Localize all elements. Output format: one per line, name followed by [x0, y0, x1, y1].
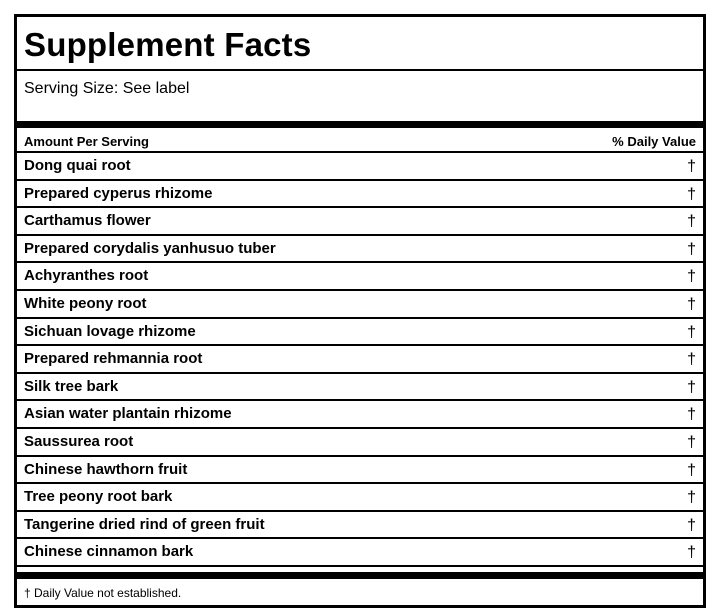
- ingredient-name: Achyranthes root: [24, 267, 149, 285]
- ingredient-row: [17, 236, 703, 264]
- ingredient-row: [17, 153, 703, 181]
- daily-value-dagger: †: [687, 158, 696, 175]
- ingredient-name: Carthamus flower: [24, 212, 151, 230]
- daily-value-dagger: †: [687, 378, 696, 396]
- daily-value-dagger: †: [687, 213, 696, 231]
- ingredient-row: [17, 291, 703, 319]
- daily-value-dagger: †: [687, 295, 696, 313]
- ingredient-row: [17, 457, 703, 485]
- ingredient-name: Chinese hawthorn fruit: [24, 460, 188, 478]
- supplement-facts-panel: [14, 14, 706, 608]
- ingredient-name: Tangerine dried rind of green fruit: [24, 515, 265, 533]
- ingredient-name: Prepared rehmannia root: [24, 350, 203, 368]
- footnote: † Daily Value not established.: [24, 586, 182, 600]
- column-header-row: [17, 128, 703, 153]
- ingredient-row: [17, 512, 703, 540]
- daily-value-dagger: †: [687, 185, 696, 203]
- ingredient-row: [17, 319, 703, 347]
- daily-value-dagger: †: [687, 351, 696, 369]
- serving-size: Serving Size: See label: [24, 80, 190, 97]
- ingredient-name: Asian water plantain rhizome: [24, 405, 232, 423]
- ingredient-name: Prepared corydalis yanhusuo tuber: [24, 239, 276, 257]
- daily-value-dagger: †: [687, 516, 696, 534]
- ingredient-name: Saussurea root: [24, 432, 134, 450]
- thick-divider-bottom: [17, 572, 703, 579]
- ingredient-row: [17, 181, 703, 209]
- daily-value-dagger: †: [687, 433, 696, 451]
- daily-value-dagger: †: [687, 406, 696, 424]
- ingredient-name: Sichuan lovage rhizome: [24, 322, 196, 340]
- ingredient-name: White peony root: [24, 294, 147, 312]
- ingredient-list: [17, 153, 703, 567]
- ingredient-row: [17, 539, 703, 567]
- ingredient-name: Silk tree bark: [24, 377, 119, 395]
- ingredient-name: Chinese cinnamon bark: [24, 543, 194, 561]
- ingredient-name: Prepared cyperus rhizome: [24, 184, 213, 202]
- daily-value-dagger: †: [687, 268, 696, 286]
- daily-value-dagger: †: [687, 240, 696, 258]
- title-divider: [17, 69, 703, 71]
- ingredient-row: [17, 401, 703, 429]
- daily-value-header: % Daily Value: [612, 134, 696, 149]
- panel-title: Supplement Facts: [24, 26, 312, 63]
- ingredient-row: [17, 208, 703, 236]
- daily-value-dagger: †: [687, 323, 696, 341]
- thick-divider-top: [17, 121, 703, 128]
- ingredient-row: [17, 484, 703, 512]
- ingredient-name: Tree peony root bark: [24, 488, 173, 506]
- daily-value-dagger: †: [687, 461, 696, 479]
- daily-value-dagger: †: [687, 489, 696, 507]
- ingredient-row: [17, 429, 703, 457]
- ingredient-row: [17, 374, 703, 402]
- amount-per-serving-header: Amount Per Serving: [24, 134, 149, 149]
- daily-value-dagger: †: [687, 544, 696, 562]
- ingredient-row: [17, 346, 703, 374]
- ingredient-name: Dong quai root: [24, 157, 131, 174]
- ingredient-row: [17, 263, 703, 291]
